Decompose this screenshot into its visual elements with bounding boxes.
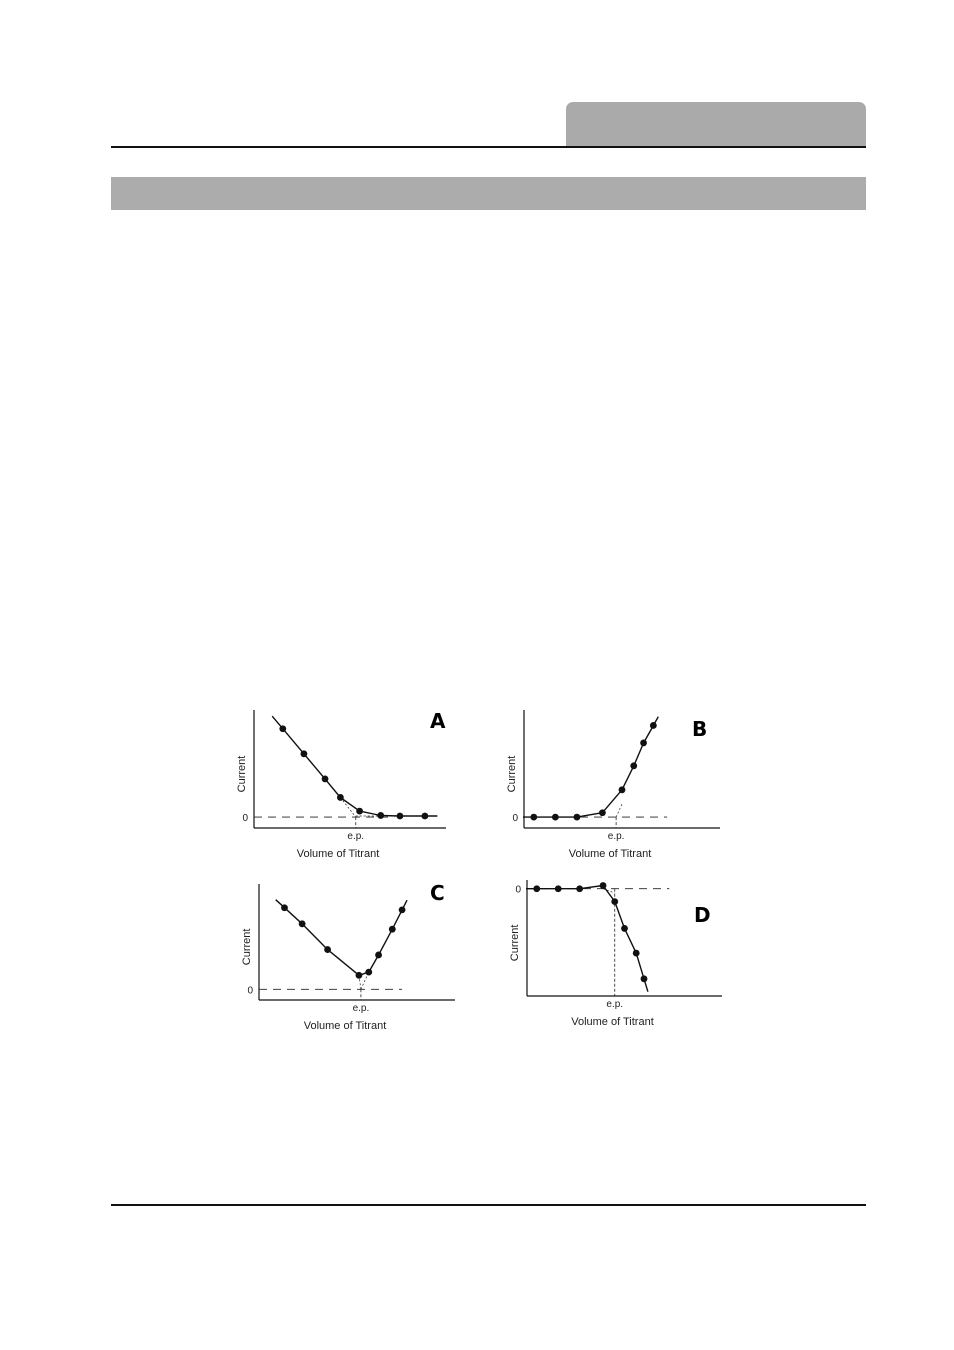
chart-panel-b [502,694,759,868]
data-point [356,972,363,979]
data-point [397,813,404,820]
y-axis-label: Current [506,755,518,793]
panel-letter: A [430,709,446,733]
zero-tick-label: 0 [242,813,248,825]
data-point [281,904,288,911]
x-axis-label: Volume of Titrant [296,848,380,860]
data-point [301,750,308,757]
data-point [324,946,331,953]
extrapolation-line [616,804,622,817]
zero-tick-label: 0 [515,884,521,896]
panel-letter: B [692,717,708,741]
endpoint-label: e.p. [352,1003,370,1014]
chart-svg-d [502,868,759,1034]
data-point [640,740,647,747]
data-point [630,762,637,769]
data-point [533,885,540,892]
data-point [650,722,657,729]
endpoint-label: e.p. [606,999,624,1010]
data-point [633,950,640,957]
panel-letter: D [694,903,711,927]
x-axis-label: Volume of Titrant [571,1016,654,1028]
data-point [377,812,384,819]
footer-rule [111,1204,866,1206]
series-line [272,716,437,816]
data-point [337,794,344,801]
section-heading-band [111,177,866,210]
data-point [399,906,406,913]
data-point [375,952,382,959]
data-point [576,885,583,892]
data-point [641,975,648,982]
data-point [611,898,618,905]
y-axis-label: Current [236,755,248,793]
data-point [322,776,329,783]
data-point [574,814,581,821]
data-point [421,813,428,820]
series-line [523,717,658,817]
data-point [599,809,606,816]
data-point [356,808,363,815]
data-point [365,969,372,976]
data-point [279,725,286,732]
data-point [552,814,559,821]
header-rule [111,146,866,148]
data-point [389,926,396,933]
data-point [299,920,306,927]
data-point [555,885,562,892]
chart-svg-c [234,868,487,1042]
y-axis-label: Current [241,928,253,966]
zero-tick-label: 0 [247,985,253,997]
data-point [530,814,537,821]
chart-svg-a [234,694,487,868]
x-axis-label: Volume of Titrant [303,1020,387,1032]
data-point [619,786,626,793]
x-axis-label: Volume of Titrant [568,848,652,860]
header-tab [566,102,866,146]
chart-panel-a [234,694,487,868]
series-line [276,900,407,976]
data-point [621,925,628,932]
series-line [526,886,648,992]
zero-tick-label: 0 [512,813,518,825]
chart-panel-c [234,868,487,1042]
panel-letter: C [430,881,445,905]
data-point [600,882,607,889]
endpoint-label: e.p. [607,831,625,842]
y-axis-label: Current [509,924,521,962]
chart-panel-d [502,868,759,1034]
chart-svg-b [502,694,759,868]
endpoint-label: e.p. [347,831,365,842]
